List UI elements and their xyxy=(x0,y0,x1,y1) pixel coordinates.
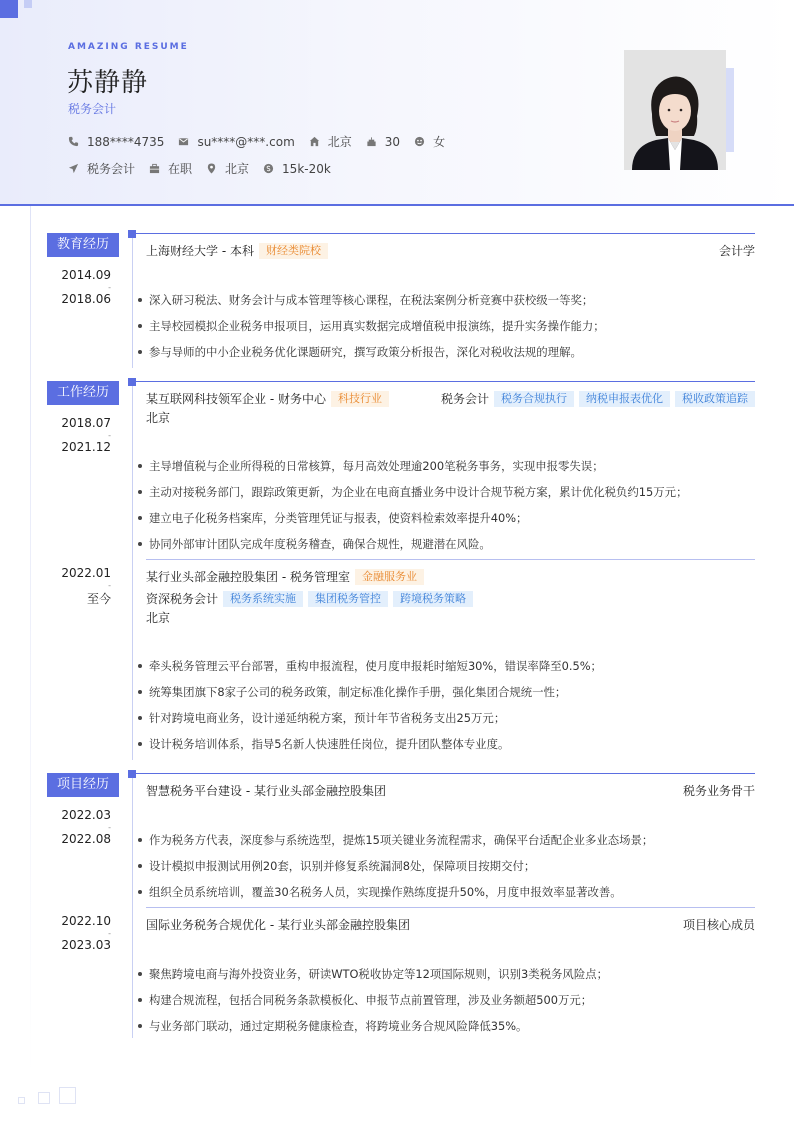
date-separator: - xyxy=(108,929,111,938)
list-item: 针对跨境电商业务，设计递延纳税方案，预计年节省税务支出25万元； xyxy=(138,710,505,726)
employment-status-info xyxy=(149,160,192,177)
expected-salary: 15k-20k xyxy=(282,161,331,176)
corner-decoration-small xyxy=(24,0,32,8)
school-type-tag: 财经类院校 xyxy=(259,243,328,259)
phone-number: 188****4735 xyxy=(87,134,165,149)
project-title: 智慧税务平台建设 - 某行业头部金融控股集团 xyxy=(146,784,386,798)
work-company-row xyxy=(146,568,424,585)
list-item: 设计税务培训体系，指导5名新人快速胜任岗位，提升团队整体专业度。 xyxy=(138,736,509,752)
section-timeline xyxy=(132,778,133,1038)
edu-start-date: 2014.09 xyxy=(61,268,111,282)
date-separator: - xyxy=(108,431,111,440)
edu-end-date: 2018.06 xyxy=(61,292,111,306)
target-city-info xyxy=(206,160,249,177)
footer-decoration xyxy=(18,1097,25,1104)
date-separator: - xyxy=(108,581,111,590)
phone-info xyxy=(68,135,164,149)
section-label-projects: 项目经历 xyxy=(47,773,119,797)
list-item: 构建合规流程，包括合同税务条款模板化、申报节点前置管理，涉及业务额超500万元； xyxy=(138,992,592,1008)
section-timeline xyxy=(132,386,133,760)
resume-header xyxy=(0,0,794,206)
project-role: 税务业务骨干 xyxy=(682,784,755,798)
work-city: 北京 xyxy=(146,411,171,425)
send-icon xyxy=(68,163,79,174)
skill-tag: 税务系统实施 xyxy=(223,591,303,607)
project-start-date: 2022.03 xyxy=(61,808,111,822)
position-title: 税务会计 xyxy=(440,392,489,406)
project-role: 项目核心成员 xyxy=(682,918,755,932)
section-timeline xyxy=(132,238,133,368)
list-item: 牵头税务管理云平台部署，重构申报流程，使月度申报耗时缩短30%，错误率降至0.5%； xyxy=(138,658,602,674)
job-intent-row xyxy=(68,160,345,177)
section-marker xyxy=(128,378,136,386)
list-item: 建立电子化税务档案库，分类管理凭证与报表，使资料检索效率提升40%； xyxy=(138,510,527,526)
phone-icon xyxy=(68,136,79,147)
list-item: 深入研习税法、财务会计与成本管理等核心课程，在税法案例分析竞赛中获校级一等奖； xyxy=(138,292,593,308)
salary-info xyxy=(263,162,331,176)
list-item: 设计模拟申报测试用例20套，识别并修复系统漏洞8处，保障项目按期交付； xyxy=(138,858,535,874)
footer-decoration xyxy=(38,1092,50,1104)
gender-info xyxy=(414,133,445,150)
industry-tag: 金融服务业 xyxy=(355,569,424,585)
list-item: 协同外部审计团队完成年度税务稽查，确保合规性，规避潜在风险。 xyxy=(138,536,491,552)
section-rule xyxy=(136,233,755,234)
section-rule xyxy=(136,381,755,382)
gender-icon xyxy=(414,136,425,147)
work-company-row xyxy=(146,390,389,407)
company-name: 某行业头部金融控股集团 - 税务管理室 xyxy=(146,570,350,584)
location-pin-icon xyxy=(206,163,217,174)
position-title: 资深税务会计 xyxy=(146,592,219,606)
work-start-date: 2018.07 xyxy=(61,416,111,430)
date-separator: - xyxy=(108,283,111,292)
skill-tag: 税务合规执行 xyxy=(494,391,574,407)
industry-tag: 科技行业 xyxy=(331,391,389,407)
date-separator: - xyxy=(108,823,111,832)
list-item: 聚焦跨境电商与海外投资业务，研读WTO税收协定等12项国际规则，识别3类税务风险点； xyxy=(138,966,608,982)
footer-decoration xyxy=(59,1087,76,1104)
email-address: su****@***.com xyxy=(197,134,295,149)
residence-city: 北京 xyxy=(327,135,352,149)
section-rule xyxy=(136,773,755,774)
project-start-date: 2022.10 xyxy=(61,914,111,928)
employment-status: 在职 xyxy=(168,162,193,176)
work-position-row xyxy=(441,390,755,407)
project-end-date: 2023.03 xyxy=(61,938,111,952)
target-position-info xyxy=(68,160,135,177)
section-marker xyxy=(128,230,136,238)
age-value: 30 xyxy=(384,134,401,149)
candidate-title: 税务会计 xyxy=(68,102,117,116)
edu-school-row xyxy=(146,242,328,259)
list-item: 作为税务方代表，深度参与系统选型，提炼15项关键业务流程需求，确保平台适配企业多业态场景； xyxy=(138,832,653,848)
home-icon xyxy=(309,136,320,147)
target-position: 税务会计 xyxy=(87,162,136,176)
project-title: 国际业务税务合规优化 - 某行业头部金融控股集团 xyxy=(146,918,410,932)
list-item: 统筹集团旗下8家子公司的税务政策，制定标准化操作手册，强化集团合规统一性； xyxy=(138,684,566,700)
money-icon xyxy=(263,163,274,174)
contact-row xyxy=(68,133,459,150)
skill-tag: 纳税申报表优化 xyxy=(579,391,670,407)
list-item: 组织全员系统培训，覆盖30名税务人员，实现操作熟练度提升50%，月度申报效率显著改善。 xyxy=(138,884,622,900)
cake-icon xyxy=(366,136,377,147)
profile-photo xyxy=(624,50,726,170)
section-marker xyxy=(128,770,136,778)
list-item: 与业务部门联动，通过定期税务健康检查，将跨境业务合规风险降低35%。 xyxy=(138,1018,527,1034)
work-city: 北京 xyxy=(146,611,171,625)
residence-info xyxy=(309,133,352,150)
list-item: 主导增值税与企业所得税的日常核算，每月高效处理逾200笔税务事务，实现申报零失误； xyxy=(138,458,604,474)
skill-tag: 跨境税务策略 xyxy=(393,591,473,607)
skill-tag: 税收政策追踪 xyxy=(675,391,755,407)
school-name: 上海财经大学 - 本科 xyxy=(146,244,254,258)
work-position-row xyxy=(146,590,473,607)
candidate-name: 苏静静 xyxy=(67,68,149,98)
list-item: 主导校园模拟企业税务申报项目，运用真实数据完成增值税申报演练，提升实务操作能力； xyxy=(138,318,605,334)
email-info xyxy=(178,135,294,149)
page-edge-line xyxy=(30,206,31,1076)
briefcase-icon xyxy=(149,163,160,174)
edu-major: 会计学 xyxy=(718,244,755,258)
entry-divider xyxy=(146,559,755,560)
work-end-date: 至今 xyxy=(86,592,111,606)
section-label-education: 教育经历 xyxy=(47,233,119,257)
work-start-date: 2022.01 xyxy=(61,566,111,580)
entry-divider xyxy=(146,907,755,908)
section-label-work: 工作经历 xyxy=(47,381,119,405)
project-end-date: 2022.08 xyxy=(61,832,111,846)
corner-decoration xyxy=(0,0,18,18)
mail-icon xyxy=(178,136,189,147)
list-item: 主动对接税务部门，跟踪政策更新，为企业在电商直播业务中设计合规节税方案，累计优化税负约15万元； xyxy=(138,484,687,500)
list-item: 参与导师的中小企业税务优化课题研究，撰写政策分析报告，深化对税收法规的理解。 xyxy=(138,344,582,360)
target-city: 北京 xyxy=(225,162,250,176)
age-info xyxy=(366,135,400,149)
work-end-date: 2021.12 xyxy=(61,440,111,454)
resume-tagline: AMAZING RESUME xyxy=(68,42,189,52)
company-name: 某互联网科技领军企业 - 财务中心 xyxy=(146,392,326,406)
gender-value: 女 xyxy=(433,135,446,149)
skill-tag: 集团税务管控 xyxy=(308,591,388,607)
